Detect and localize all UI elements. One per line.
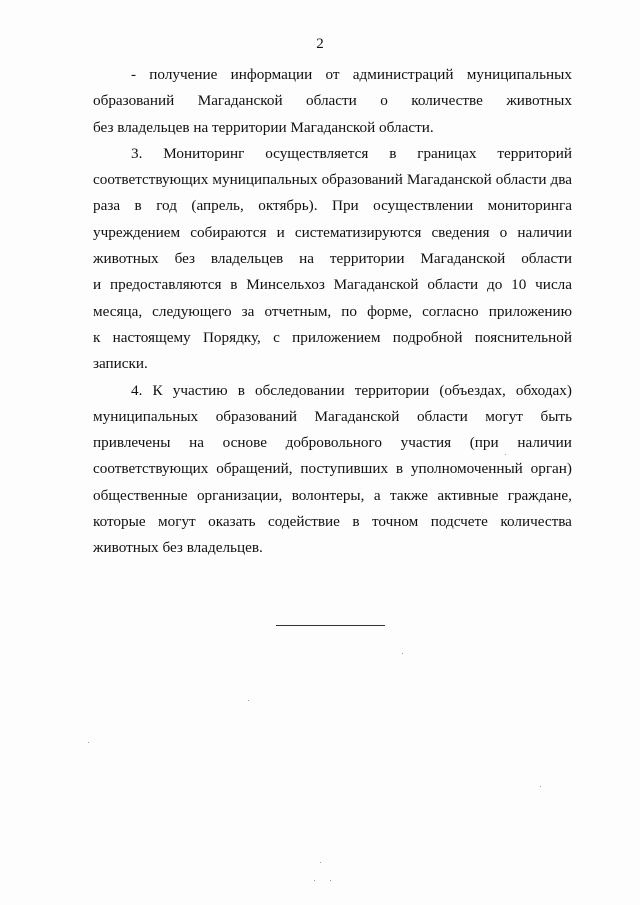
text-line: соответствующих обращений, поступивших в уполномоченный орган) bbox=[93, 460, 572, 478]
text-line: к настоящему Порядку, с приложением подробной пояснительной bbox=[93, 328, 572, 346]
text-line: привлечены на основе добровольного участия (при наличии bbox=[93, 434, 572, 452]
text-line: и предоставляются в Минсельхоз Магаданской области до 10 числа bbox=[93, 276, 572, 294]
scan-speck bbox=[540, 786, 541, 787]
text-line: которые могут оказать содействие в точном подсчете количества bbox=[93, 513, 572, 531]
document-body bbox=[93, 62, 572, 562]
scan-speck bbox=[320, 862, 321, 863]
scan-speck bbox=[248, 700, 249, 701]
text-line: - получение информации от администраций муниципальных bbox=[131, 66, 572, 83]
text-line: 3. Мониторинг осуществляется в границах территорий bbox=[131, 144, 572, 162]
text-line: учреждением собираются и систематизируются сведения о наличии bbox=[93, 223, 572, 241]
page-number: 2 bbox=[316, 36, 324, 52]
scan-speck bbox=[88, 742, 89, 743]
text-line: образований Магаданской области о количестве животных bbox=[93, 92, 572, 110]
text-line: записки. bbox=[93, 355, 148, 373]
scan-speck bbox=[505, 454, 506, 455]
text-line: животных без владельцев на территории Магаданской области bbox=[93, 250, 572, 268]
scan-speck bbox=[314, 880, 315, 881]
text-line: общественные организации, волонтеры, а также активные граждане, bbox=[93, 486, 572, 504]
text-line: раза в год (апрель, октябрь). При осуществлении мониторинга bbox=[93, 197, 572, 215]
scan-speck bbox=[402, 653, 403, 654]
text-line: месяца, следующего за отчетным, по форме, согласно приложению bbox=[93, 302, 572, 320]
scan-speck bbox=[330, 880, 331, 881]
text-line: без владельцев на территории Магаданской области. bbox=[93, 118, 434, 136]
end-separator-line bbox=[276, 625, 385, 626]
text-line: соответствующих муниципальных образований Магаданской области два bbox=[93, 171, 572, 189]
text-line: 4. К участию в обследовании территории (объездах, обходах) bbox=[131, 381, 572, 399]
text-line: животных без владельцев. bbox=[93, 539, 263, 557]
text-line: муниципальных образований Магаданской области могут быть bbox=[93, 407, 572, 425]
